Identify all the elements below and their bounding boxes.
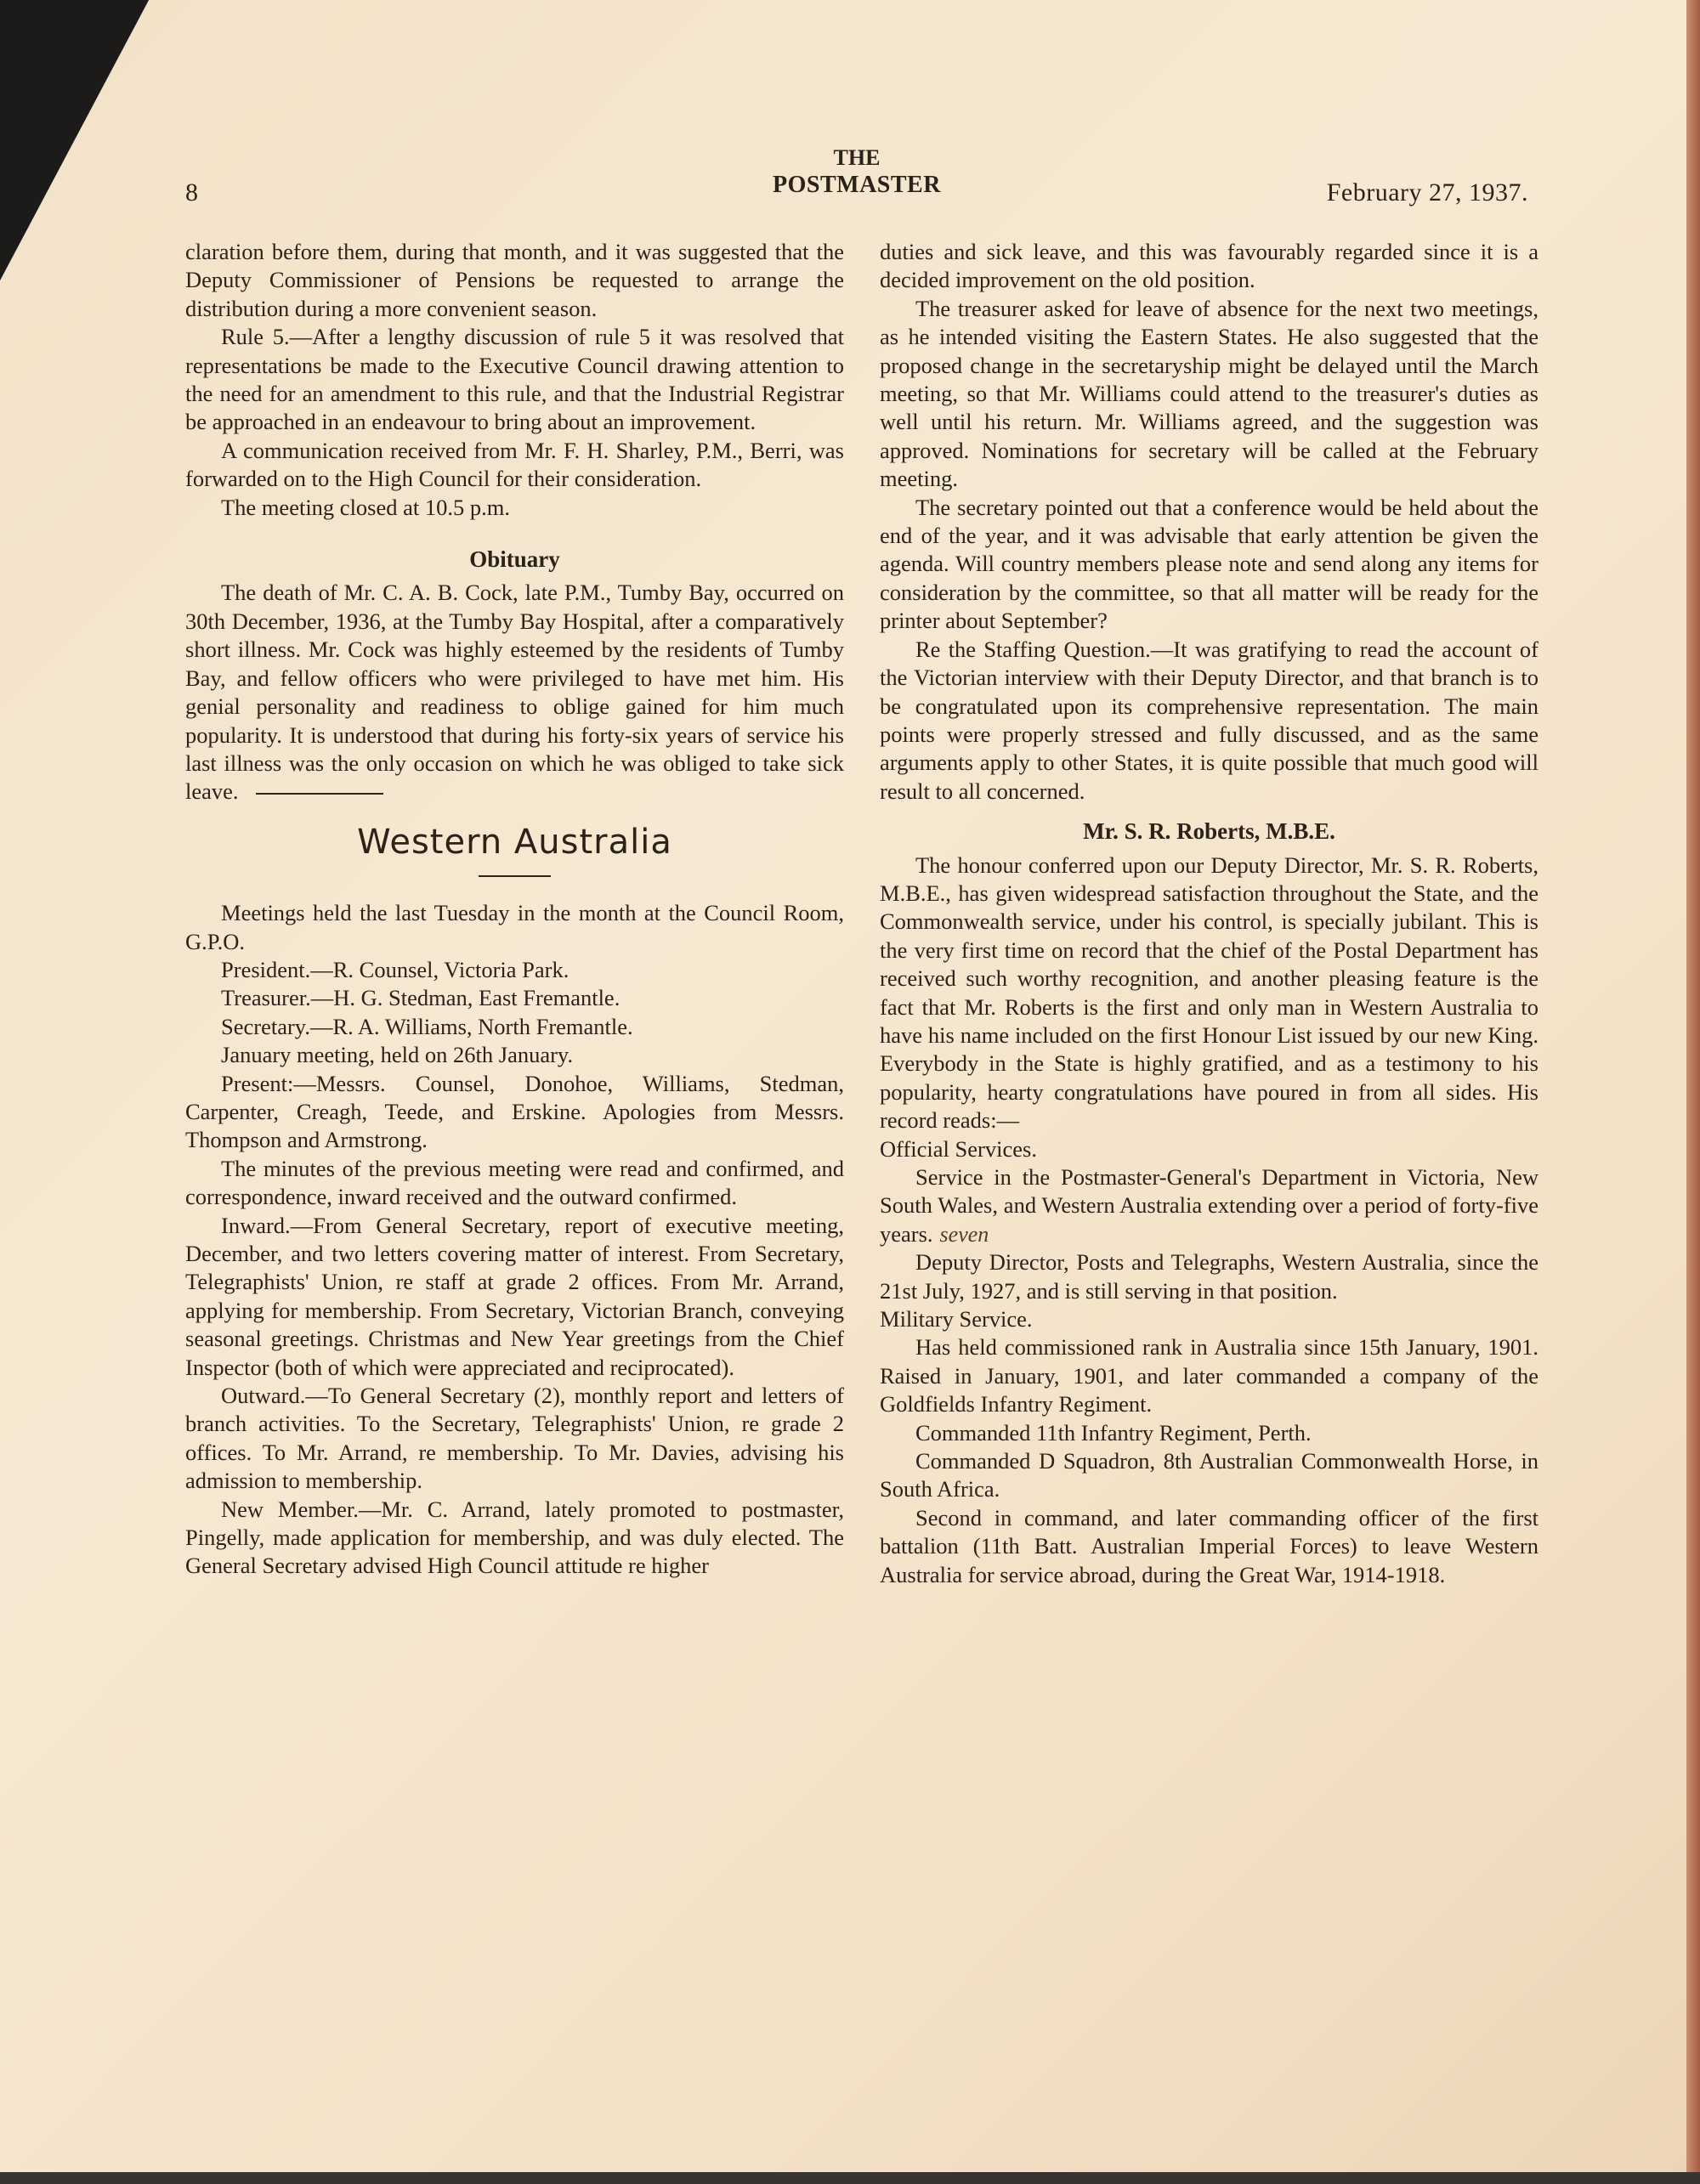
- subheading-official: Official Services.: [880, 1135, 1037, 1162]
- page-header: [185, 144, 1528, 212]
- roberts-heading: Mr. S. R. Roberts, M.B.E.: [1083, 818, 1335, 845]
- obituary-heading: Obituary: [469, 546, 560, 573]
- obituary-text: [185, 579, 844, 806]
- paragraph: Has held commissioned rank in Australia since 15th January, 1901. Raised in January, 1901, and later commanded a company of the Goldfields Infantry Regiment.: [880, 1334, 1538, 1417]
- paragraph: The treasurer asked for leave of absence for the next two meetings, as he intended visiting the Eastern States. He also suggested that the proposed change in the secretaryship might be delayed until the March meeting, so that Mr. Williams could attend to the treasurer's duties as well until his return. Mr. Williams agreed, and the suggestion was approved. Nominations for secretary will be called at the February meeting.: [880, 295, 1538, 492]
- paragraph: claration before them, during that month, and it was suggested that the Deputy Commissioner of Pensions be requested to arrange the distribution during a more convenient season.: [185, 239, 844, 321]
- paragraph: Commanded 11th Infantry Regiment, Perth.: [915, 1419, 1312, 1446]
- obituary-body: The death of Mr. C. A. B. Cock, late P.M., Tumby Bay, occurred on 30th December, 1936, at the Tumby Bay Hospital, after a comparatively short illness. Mr. Cock was highly esteemed by the residents of Tumby Bay, and fellow officers who were privileged to have met him. His genial personality and readiness to oblige gained for him much popularity. It is understood that during his forty-six years of service his last illness was the only occasion on which he was obliged to take sick leave.: [185, 580, 844, 805]
- subheading-military: Military Service.: [880, 1306, 1033, 1332]
- paragraph: President.—R. Counsel, Victoria Park.: [221, 956, 570, 982]
- page-bottom-edge: [0, 2172, 1700, 2184]
- paragraph: The secretary pointed out that a conference would be held about the end of the year, and it was advisable that early attention be given the agenda. Will country members please note and send along any items for consideration by the committee, so that all matter will be ready for the printer about September?: [880, 494, 1538, 634]
- paragraph: The minutes of the previous meeting were read and confirmed, and correspondence, inward received and the outward confirmed.: [185, 1155, 844, 1210]
- divider: [479, 875, 551, 877]
- paragraph: Re the Staffing Question.—It was gratifying to read the account of the Victorian interview with their Deputy Director, and that branch is to be congratulated upon its comprehensive representation. The main points were properly stressed and fully discussed, and as the same arguments apply to other States, it is quite possible that much good will result to all concerned.: [880, 636, 1538, 804]
- paragraph: [880, 1163, 1538, 1248]
- paragraph: The honour conferred upon our Deputy Director, Mr. S. R. Roberts, M.B.E., has given widespread satisfaction throughout the State, and the Commonwealth service, under his control, is specially jubilant. This is the very first time on record that the chief of the Postal Department has received such worthy recognition, and another pleasing feature is the fact that Mr. Roberts is the first and only man in Western Australia to have his name included on the first Honour List issued by our new King. Everybody in the State is highly gratified, and as a testimony to his popularity, hearty congratulations have poured in from all sides. His record reads:—: [880, 852, 1538, 1134]
- section-title: Western Australia: [357, 822, 672, 862]
- paragraph: New Member.—Mr. C. Arrand, lately promoted to postmaster, Pingelly, made application for membership, and was duly elected. The General Secretary advised High Council attitude re higher: [185, 1496, 844, 1579]
- paragraph: Meetings held the last Tuesday in the month at the Council Room, G.P.O.: [185, 900, 844, 954]
- paragraph: The meeting closed at 10.5 p.m.: [221, 494, 510, 520]
- handwritten-note: seven: [939, 1221, 989, 1247]
- issue-date: February 27, 1937.: [1326, 178, 1528, 207]
- paragraph: Inward.—From General Secretary, report of executive meeting, December, and two letters covering matter of interest. From Secretary, Telegraphists' Union, re staff at grade 2 offices. From Mr. Arrand, applying for membership. From Secretary, Victorian Branch, conveying seasonal greetings. Christmas and New Year greetings from the Chief Inspector (both of which were appreciated and reciprocated).: [185, 1212, 844, 1380]
- right-column: [880, 238, 1538, 1589]
- divider: [256, 793, 383, 795]
- paragraph: Secretary.—R. A. Williams, North Fremantle.: [221, 1013, 633, 1039]
- paragraph: Present:—Messrs. Counsel, Donohoe, Williams, Stedman, Carpenter, Creagh, Teede, and Erskine. Apologies from Messrs. Thompson and Armstrong.: [185, 1070, 844, 1153]
- paragraph: Rule 5.—After a lengthy discussion of rule 5 it was resolved that representations be made to the Executive Council drawing attention to the need for an amendment to this rule, and that the Industrial Registrar be approached in an endeavour to bring about an improvement.: [185, 324, 844, 435]
- page-number: 8: [185, 178, 198, 207]
- paragraph: Treasurer.—H. G. Stedman, East Fremantle.: [221, 985, 620, 1011]
- service-text: Service in the Postmaster-General's Department in Victoria, New South Wales, and Western Australia extending over a period of forty-five years.: [880, 1164, 1538, 1247]
- page-edge: [1686, 0, 1700, 2184]
- paragraph: Second in command, and later commanding officer of the first battalion (11th Batt. Australian Imperial Forces) to leave Western Australia for service abroad, during the Great War, 1914-1918.: [880, 1504, 1538, 1587]
- paragraph: duties and sick leave, and this was favourably regarded since it is a decided improvement on the old position.: [880, 239, 1538, 293]
- paragraph: Outward.—To General Secretary (2), monthly report and letters of branch activities. To the Secretary, Telegraphists' Union, re grade 2 offices. To Mr. Arrand, re membership. To Mr. Davies, advising his admission to membership.: [185, 1383, 844, 1494]
- left-column: [185, 238, 844, 1581]
- paragraph: Commanded D Squadron, 8th Australian Commonwealth Horse, in South Africa.: [880, 1448, 1538, 1502]
- paragraph: January meeting, held on 26th January.: [221, 1042, 574, 1068]
- masthead-name: POSTMASTER: [773, 172, 941, 198]
- paragraph: A communication received from Mr. F. H. Sharley, P.M., Berri, was forwarded on to the High Council for their consideration.: [185, 437, 844, 492]
- masthead-the: THE: [833, 145, 881, 170]
- paragraph: Deputy Director, Posts and Telegraphs, Western Australia, since the 21st July, 1927, and is still serving in that position.: [880, 1249, 1538, 1304]
